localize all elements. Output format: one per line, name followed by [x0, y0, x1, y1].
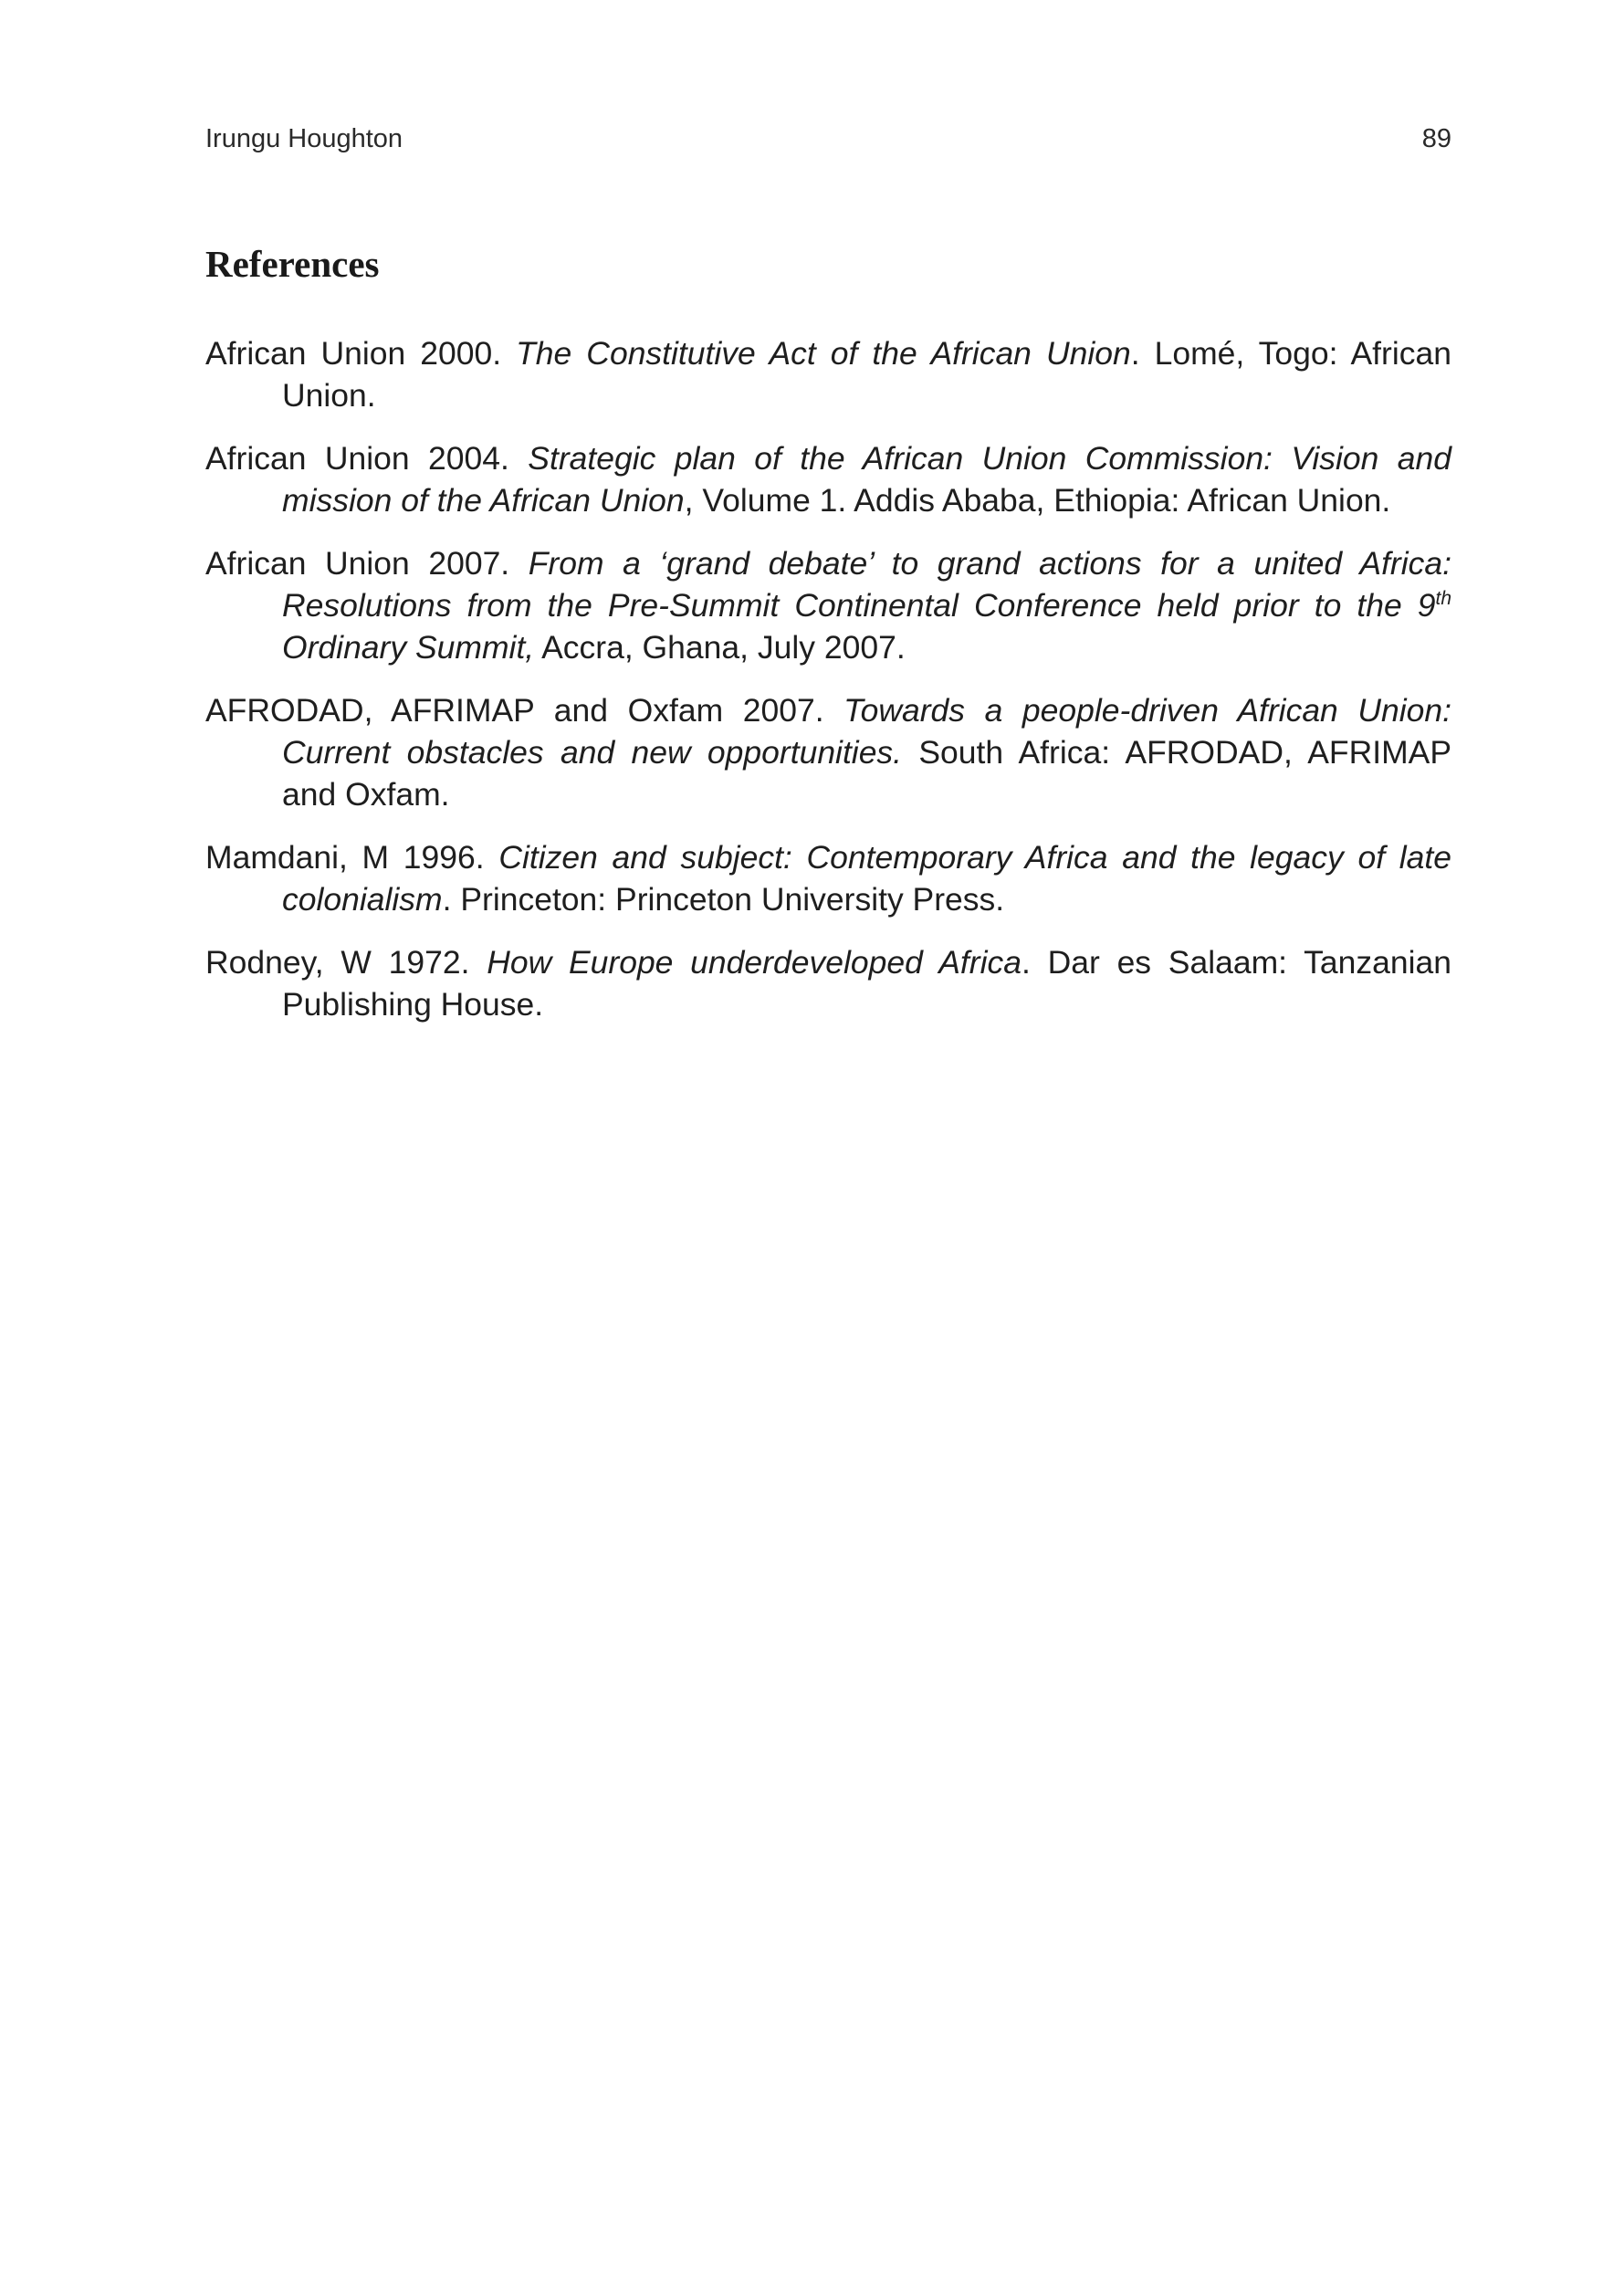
reference-title: Towards a people-driven African Union: Current obstacles and new opportunities. — [282, 692, 1452, 771]
reference-title: Citizen and subject: Contemporary Africa and the legacy of late colonialism — [282, 839, 1451, 918]
reference-publisher: , Volume 1. Addis Ababa, Ethiopia: African Union. — [684, 482, 1391, 519]
reference-title: How Europe underdeveloped Africa — [487, 944, 1022, 981]
page-number: 89 — [1421, 124, 1451, 153]
reference-african-union-2000 — [205, 332, 1451, 416]
reference-publisher: . Dar es Salaam: Tanzanian Publishing House. — [282, 944, 1451, 1023]
reference-lead: African Union 2007. — [205, 545, 529, 582]
reference-mamdani-1996 — [205, 836, 1451, 920]
reference-african-union-2004 — [205, 437, 1451, 521]
running-header — [205, 124, 1451, 161]
reference-publisher: South Africa: AFRODAD, AFRIMAP and Oxfam. — [282, 734, 1451, 813]
reference-publisher: . Lomé, Togo: African Union. — [282, 335, 1451, 414]
reference-title-tail: Ordinary Summit, — [282, 629, 535, 666]
reference-lead: Mamdani, M 1996. — [205, 839, 499, 876]
reference-publisher: Accra, Ghana, July 2007. — [534, 629, 906, 666]
reference-afrodad-2007 — [205, 689, 1451, 815]
reference-lead: African Union 2000. — [205, 335, 517, 372]
reference-title-main: From a ‘grand debate’ to grand actions for a united Africa: Resolutions from the Pre-Summit Continental Conference held prior to the 9 — [282, 545, 1451, 624]
reference-lead: AFRODAD, AFRIMAP and Oxfam 2007. — [205, 692, 844, 729]
reference-lead: Rodney, W 1972. — [205, 944, 487, 981]
reference-title: The Constitutive Act of the African Union — [516, 335, 1131, 372]
section-title: References — [205, 243, 380, 285]
reference-lead: African Union 2004. — [205, 440, 529, 477]
running-head-author: Irungu Houghton — [205, 124, 403, 153]
reference-title: Strategic plan of the African Union Commission: Vision and mission of the African Union — [282, 440, 1451, 519]
reference-publisher: . Princeton: Princeton University Press. — [442, 881, 1005, 918]
ordinal-superscript: th — [1435, 588, 1451, 610]
reference-african-union-2007 — [205, 542, 1451, 668]
reference-rodney-1972 — [205, 941, 1451, 1025]
reference-list — [205, 332, 1451, 1046]
